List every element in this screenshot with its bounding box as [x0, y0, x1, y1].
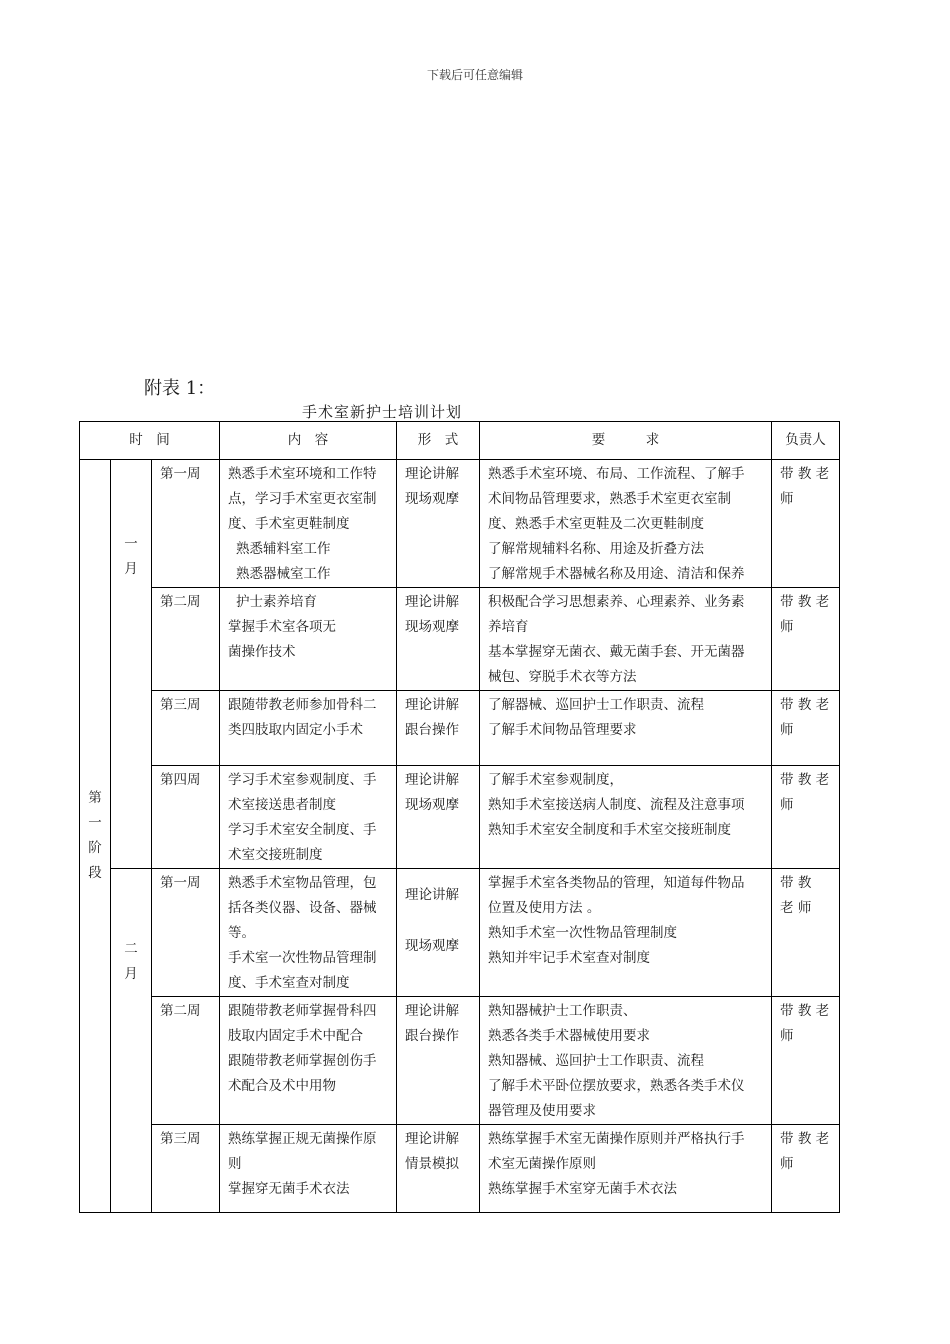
header-form: 形 式 — [397, 422, 480, 460]
header-content: 内 容 — [220, 422, 397, 460]
owner-cell: 带 教 老 师 — [772, 997, 840, 1125]
header-requirement: 要 求 — [480, 422, 772, 460]
table-title: 手术室新护士培训计划 — [302, 403, 463, 421]
appendix-label: 附表 1： — [144, 378, 216, 399]
content-cell: 熟悉手术室环境和工作特 点，学习手术室更衣室制 度、手术室更鞋制度 熟悉辅料室工作 熟悉器械室工作 — [220, 460, 397, 588]
content-cell: 熟悉手术室物品管理，包 括各类仪器、设备、器械 等。 手术室一次性物品管理制 度、手术室查对制度 — [220, 869, 397, 997]
table-row — [80, 588, 840, 691]
month-cell: 一 月 — [111, 460, 152, 869]
header-owner: 负责人 — [772, 422, 840, 460]
form-cell: 理论讲解 现场观摩 — [397, 460, 480, 588]
week-cell: 第三周 — [152, 1125, 220, 1213]
week-cell: 第二周 — [152, 997, 220, 1125]
table-row — [80, 766, 840, 869]
stage-cell: 第 一 阶 段 — [80, 460, 111, 1213]
owner-cell: 带 教 老 师 — [772, 691, 840, 766]
owner-cell: 带 教 老 师 — [772, 766, 840, 869]
owner-cell: 带 教 老 师 — [772, 1125, 840, 1213]
form-cell: 理论讲解 跟台操作 — [397, 691, 480, 766]
week-cell: 第一周 — [152, 869, 220, 997]
requirement-cell: 熟知器械护士工作职责、 熟悉各类手术器械使用要求 熟知器械、巡回护士工作职责、流程 了解手术平卧位摆放要求，熟悉各类手术仪 器管理及使用要求 — [480, 997, 772, 1125]
week-cell: 第四周 — [152, 766, 220, 869]
week-cell: 第一周 — [152, 460, 220, 588]
requirement-cell: 熟悉手术室环境、布局、工作流程、了解手 术间物品管理要求，熟悉手术室更衣室制 度、熟悉手术室更鞋及二次更鞋制度 了解常规辅料名称、用途及折叠方法 了解常规手术器械名称及用途、清洁和保养 — [480, 460, 772, 588]
requirement-cell: 积极配合学习思想素养、心理素养、业务素 养培育 基本掌握穿无菌衣、戴无菌手套、开无菌器 械包、穿脱手术衣等方法 — [480, 588, 772, 691]
owner-cell: 带 教 老 师 — [772, 460, 840, 588]
header-time: 时 间 — [80, 422, 220, 460]
week-cell: 第二周 — [152, 588, 220, 691]
table-row — [80, 869, 840, 997]
requirement-cell: 熟练掌握手术室无菌操作原则并严格执行手 术室无菌操作原则 熟练掌握手术室穿无菌手术衣法 — [480, 1125, 772, 1213]
table-header-row — [80, 422, 840, 460]
form-cell: 理论讲解 跟台操作 — [397, 997, 480, 1125]
owner-cell: 带 教 老 师 — [772, 588, 840, 691]
week-cell: 第三周 — [152, 691, 220, 766]
table-row — [80, 1125, 840, 1213]
form-cell: 理论讲解 现场观摩 — [397, 588, 480, 691]
content-cell: 跟随带教老师掌握骨科四 肢取内固定手术中配合 跟随带教老师掌握创伤手 术配合及术中用物 — [220, 997, 397, 1125]
form-cell: 理论讲解 现场观摩 — [397, 869, 480, 997]
training-plan-table — [79, 421, 840, 1213]
requirement-cell: 了解手术室参观制度， 熟知手术室接送病人制度、流程及注意事项 熟知手术室安全制度和手术室交接班制度 — [480, 766, 772, 869]
month-cell: 二 月 — [111, 869, 152, 1213]
content-cell: 学习手术室参观制度、手 术室接送患者制度 学习手术室安全制度、手 术室交接班制度 — [220, 766, 397, 869]
table-row — [80, 460, 840, 588]
table-row — [80, 997, 840, 1125]
content-cell: 护士素养培育 掌握手术室各项无 菌操作技术 — [220, 588, 397, 691]
requirement-cell: 了解器械、巡回护士工作职责、流程 了解手术间物品管理要求 — [480, 691, 772, 766]
owner-cell: 带 教 老 师 — [772, 869, 840, 997]
form-cell: 理论讲解 情景模拟 — [397, 1125, 480, 1213]
page-header-note: 下载后可任意编辑 — [426, 68, 523, 82]
table-row — [80, 691, 840, 766]
form-cell: 理论讲解 现场观摩 — [397, 766, 480, 869]
content-cell: 熟练掌握正规无菌操作原 则 掌握穿无菌手术衣法 — [220, 1125, 397, 1213]
content-cell: 跟随带教老师参加骨科二 类四肢取内固定小手术 — [220, 691, 397, 766]
requirement-cell: 掌握手术室各类物品的管理，知道每件物品 位置及使用方法 。 熟知手术室一次性物品管理制度 熟知并牢记手术室查对制度 — [480, 869, 772, 997]
